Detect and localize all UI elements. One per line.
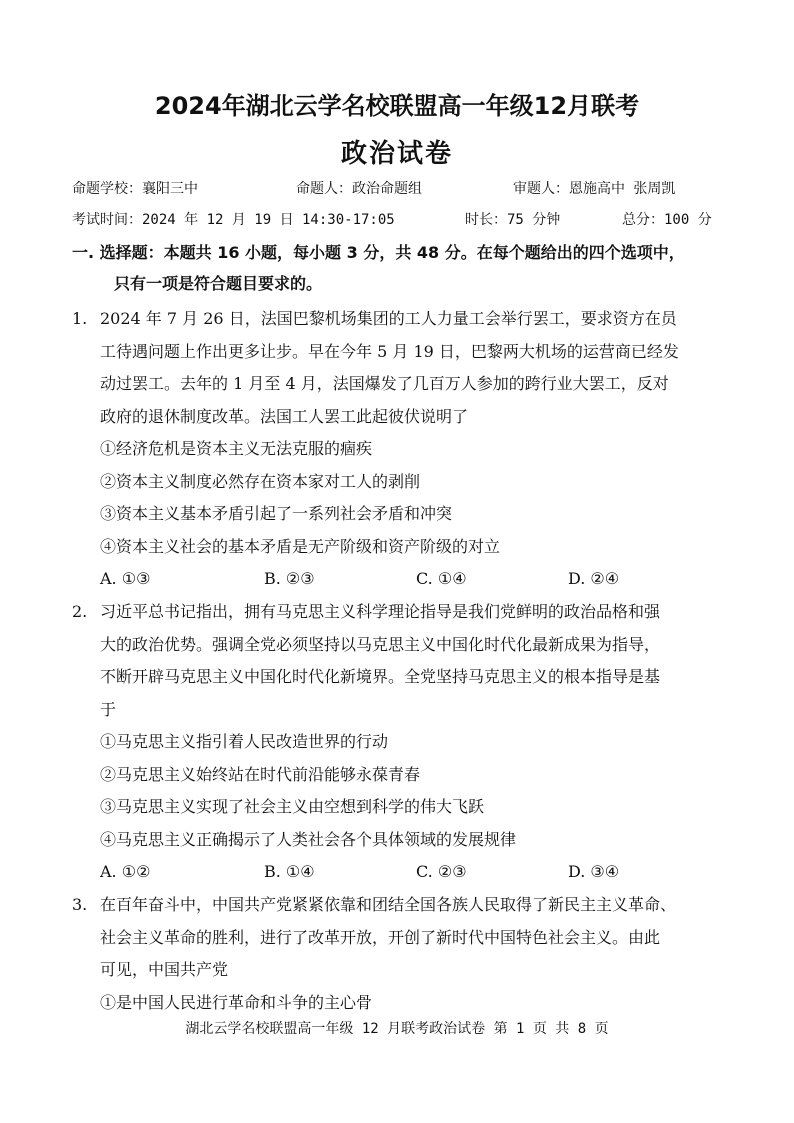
choice-d: D. ③④ bbox=[568, 862, 620, 881]
choice-c: C. ②③ bbox=[416, 862, 467, 881]
duration-label: 时长：75 分钟 bbox=[465, 212, 561, 228]
question-stem-line: 于 bbox=[100, 699, 117, 719]
exam-time-label: 考试时间：2024 年 12 月 19 日 14:30-17:05 bbox=[72, 212, 395, 228]
reviewer-label: 审题人：恩施高中 张周凯 bbox=[513, 181, 676, 197]
school-label: 命题学校：襄阳三中 bbox=[72, 181, 198, 197]
choice-c: C. ①④ bbox=[416, 569, 467, 588]
question-stem-line: 3. 在百年奋斗中，中国共产党紧紧依靠和团结全国各族人民取得了新民主主义革命、 bbox=[72, 889, 732, 922]
total-score-label: 总分：100 分 bbox=[622, 212, 712, 228]
choice-b: B. ①④ bbox=[264, 862, 315, 881]
exam-title: 2024年湖北云学名校联盟高一年级12月联考 bbox=[154, 92, 640, 120]
question-stem-line: 动过罢工。去年的 1 月至 4 月，法国爆发了几百万人参加的跨行业大罢工，反对 bbox=[100, 374, 669, 393]
exam-subtitle: 政治试卷 bbox=[340, 139, 453, 169]
question-stem-line: 大的政治优势。强调全党必须坚持以马克思主义中国化时代化最新成果为指导， bbox=[100, 634, 661, 654]
statement-option: ②马克思主义始终站在时代前沿能够永葆青春 bbox=[100, 764, 421, 784]
statement-option: ③马克思主义实现了社会主义由空想到科学的伟大飞跃 bbox=[100, 797, 485, 816]
choice-a: A. ①③ bbox=[100, 569, 151, 588]
question-stem-line: 1. 2024 年 7 月 26 日，法国巴黎机场集团的工人力量工会举行罢工，要求资方在员 bbox=[72, 303, 732, 336]
section-line-2: 只有一项是符合题目要求的。 bbox=[114, 274, 323, 293]
question-stem-line: 可见，中国共产党 bbox=[100, 960, 229, 979]
statement-option: ④马克思主义正确揭示了人类社会各个具体领域的发展规律 bbox=[100, 829, 517, 849]
answer-choices bbox=[72, 563, 732, 595]
question-stem-line: 2. 习近平总书记指出，拥有马克思主义科学理论指导是我们党鲜明的政治品格和强 bbox=[72, 596, 732, 629]
page-footer: 湖北云学名校联盟高一年级 12 月联考政治试卷 第 1 页 共 8 页 bbox=[185, 1021, 609, 1037]
question-1 bbox=[72, 303, 732, 595]
section-line-1: 一. 选择题：本题共 16 小题，每小题 3 分，共 48 分。在每个题给出的四个选项中， bbox=[72, 243, 685, 262]
question-number: 2. bbox=[72, 602, 88, 621]
question-stem-line: 不断开辟马克思主义中国化时代化新境界。全党坚持马克思主义的根本指导是基 bbox=[100, 667, 661, 686]
author-label: 命题人：政治命题组 bbox=[296, 181, 422, 197]
section-heading bbox=[72, 237, 732, 299]
statement-option: ②资本主义制度必然存在资本家对工人的剥削 bbox=[100, 471, 421, 491]
choice-b: B. ②③ bbox=[264, 569, 315, 588]
question-number: 1. bbox=[72, 309, 88, 328]
question-stem-line: 社会主义革命的胜利，进行了改革开放，开创了新时代中国特色社会主义。由此 bbox=[100, 927, 661, 947]
statement-option: ③资本主义基本矛盾引起了一系列社会矛盾和冲突 bbox=[100, 504, 453, 523]
question-number: 3. bbox=[72, 895, 88, 914]
question-3 bbox=[72, 889, 732, 1019]
answer-choices bbox=[72, 856, 732, 888]
statement-option: ④资本主义社会的基本矛盾是无产阶级和资产阶级的对立 bbox=[100, 536, 501, 556]
question-stem-line: 工待遇问题上作出更多让步。早在今年 5 月 19 日，巴黎两大机场的运营商已经发 bbox=[100, 341, 679, 361]
question-2 bbox=[72, 596, 732, 888]
choice-d: D. ②④ bbox=[568, 569, 620, 588]
question-stem-line: 政府的退休制度改革。法国工人罢工此起彼伏说明了 bbox=[100, 406, 469, 426]
statement-option: ①经济危机是资本主义无法克服的痼疾 bbox=[100, 439, 373, 458]
choice-a: A. ①② bbox=[100, 862, 151, 881]
statement-option: ①马克思主义指引着人民改造世界的行动 bbox=[100, 732, 389, 751]
statement-option: ①是中国人民进行革命和斗争的主心骨 bbox=[100, 992, 373, 1012]
